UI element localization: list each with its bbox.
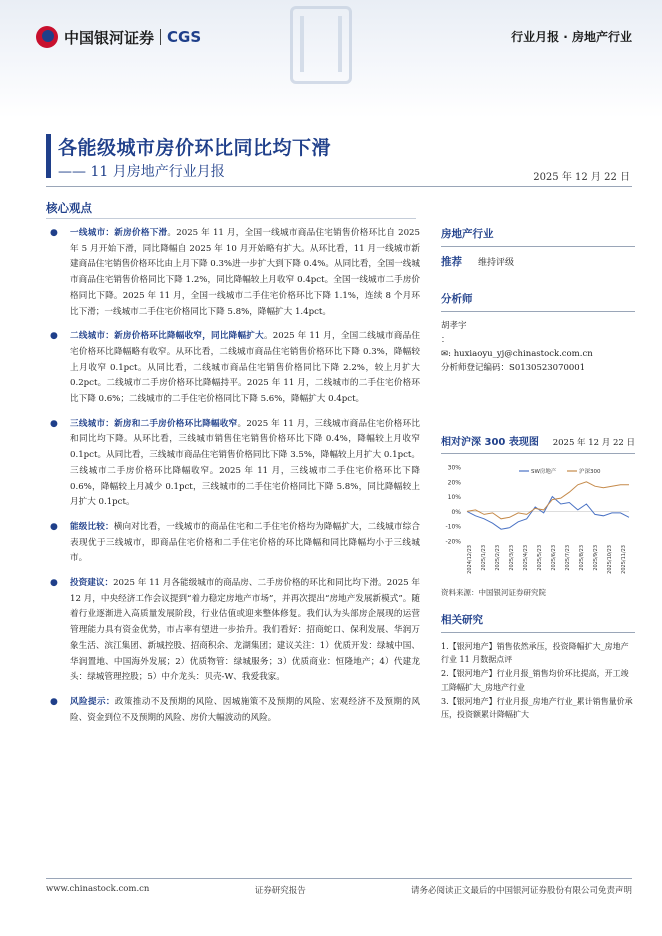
core-points [50,226,420,735]
x-tick-label: 2025/6/23 [551,545,557,571]
sidebar-divider [441,632,635,633]
y-tick-label: 10% [447,494,461,502]
point-comparison [50,520,420,567]
sidebar-divider [441,453,635,454]
point-label: 二线城市：新房价格环比降幅收窄，同比降幅扩大 [70,331,264,342]
related-list [441,640,635,721]
point-label: 投资建议： [70,578,114,589]
brand-logo [36,26,201,48]
point-text: 。2025 年 11 月，全国二线城市商品住宅价格环比降幅略有收窄。从环比看，二线城市商品住宅销售价格环比下降 0.3%，降幅较上月收窄 0.1pct。从同比看，二线城市商品住宅销售价格同比下降 2.2%，较上月扩大 0.2pct。二线城市二手房价格环比降幅持平。2025 年 11 月，二线城市的二手住宅价格环比下降 0.6%；二线城市的二手住宅价格同比下降 5.6%，降幅扩大 0.4pct。 [70,331,420,405]
analyst-name: 胡孝宇 [441,321,467,331]
point-text: 政策推动不及预期的风险、因城施策不及预期的风险、宏观经济不及预期的风险、资金到位不及预期的风险、房价大幅波动的风险。 [70,696,420,723]
related-item[interactable]: 2.【银河地产】行业月报_销售均价环比提高，开工竣工降幅扩大_房地产行业 [441,669,629,692]
related-heading: 相关研究 [441,614,483,626]
page-title: 各能级城市房价环比同比均下滑 [58,137,332,159]
y-tick-label: 20% [447,479,461,487]
chart-date: 2025 年 12 月 22 日 [552,438,635,448]
rating-label: 推荐 [441,256,462,268]
x-tick-label: 2024/12/23 [467,545,473,574]
bullet-icon: ● [50,521,58,532]
rating-value: 维持评级 [478,258,515,268]
related-item[interactable]: 1.【银河地产】销售依然承压，投资降幅扩大_房地产行业 11 月数据点评 [441,642,629,665]
x-tick-label: 2025/2/23 [495,545,501,571]
report-date: 2025 年 12 月 22 日 [533,172,630,183]
title-divider [46,186,632,187]
analyst-license: 分析师登记编码：S0130523070001 [441,363,586,373]
chart-header [441,433,635,448]
bullet-icon: ● [50,228,58,238]
x-tick-label: 2025/10/23 [607,545,613,574]
sidebar-divider [441,311,635,312]
bullet-icon: ● [50,578,58,589]
page-footer [46,884,632,896]
industry-heading: 房地产行业 [441,228,494,240]
point-text: 2025 年 11 月各能级城市的商品房、二手房价格的环比和同比均下滑。2025 年 12 月，中央经济工作会议提到“着力稳定房地产市场”，并再次提出“房地产发展新模式”。随着行业逐渐进入高质量发展阶段，行业估值或迎来整体修复。我们认为头部房企展现的运营管理能力具有资金优势，市占率有望进一步抬升。我们看好：招商蛇口、保利发展、华润万象生活、滨江集团、新城控股、招商积余、龙湖集团；建议关注：1）优质开发：绿城中国、华润置地、中国海外发展；2）优质物管：绿城服务；3）优质商业：恒隆地产；4）代建龙头：绿城管理控股；5）中介龙头：贝壳-W、我爱我家。 [70,578,420,683]
logo-en-text: CGS [167,28,202,46]
x-tick-label: 2025/4/23 [523,545,529,571]
performance-chart [441,461,635,581]
footer-disclaimer: 请务必阅读正文最后的中国银河证券股份有限公司免责声明 [410,886,632,896]
bullet-icon: ● [50,696,58,707]
report-category: 行业月报 · 房地产行业 [511,30,632,44]
x-tick-label: 2025/8/23 [579,545,585,571]
sidebar-divider [441,246,635,247]
sidebar [441,226,635,722]
x-tick-label: 2025/9/23 [593,545,599,571]
y-tick-label: -10% [445,523,461,531]
point-label: 一线城市：新房价格下滑 [70,228,168,238]
logo-cn-text: 中国银河证券 [64,28,155,47]
header-decoration-inner [300,16,342,72]
point-label: 能级比较： [70,521,114,532]
x-tick-label: 2025/7/23 [565,545,571,571]
y-tick-label: 0% [451,508,461,516]
point-tier2 [50,329,420,408]
footer-doc-type: 证券研究报告 [254,886,306,896]
footer-website[interactable]: www.chinastock.com.cn [46,884,150,894]
legend-label: SW房地产 [531,469,557,475]
point-risk [50,695,420,726]
point-text: 。2025 年 11 月，三线城市商品住宅价格环比和同比均下降。从环比看，三线城市销售住宅销售价格环比下降 0.4%，降幅较上月收窄 0.1pct。从同比看，三线城市商品住宅销售价格同比下降 3.5%，降幅较上月扩大 0.1pct。三线城市二手房价格环比降幅收窄。2025 年 11 月，三线城市二手住宅价格环比下降 0.6%，降幅较上月减少 0.1pct，三线城市的二手住宅价格同比下降 5.8%，同比降幅较上月扩大 0.1pct。 [70,418,420,508]
title-accent-bar [46,134,51,178]
x-tick-label: 2025/3/23 [509,545,515,571]
point-text: 。2025 年 11 月，全国一线城市商品住宅销售价格环比自 2025 年 5 月开始下滑，同比降幅自 2025 年 10 月开始略有扩大。从环比看，11 月一线城市新建商品住宅销售价格环比由上月下降 0.3%进一步扩大到下降 0.4%。从同比看，全国一线城市商品住宅销售价格同比下降 1.2%，同比降幅较上月收窄 0.4pct。全国一线城市二手房价格同比下降。2025 年 11 月，全国一线城市二手住宅价格环比下降 1.1%，连续 8 个月环比下滑；一线城市二手住宅价格同比下降 5.8%，降幅扩大 1.4pct。 [70,228,420,317]
point-text: 横向对比看，一线城市的商品住宅和二手住宅价格均为降幅扩大，二线城市综合表现优于三线城市，即商品住宅价格和二手住宅价格的环比降幅和同比降幅均小于三线城市。 [70,521,420,564]
footer-divider [46,878,632,879]
point-investment [50,576,420,686]
point-label: 风险提示： [70,696,115,707]
bullet-icon: ● [50,418,58,429]
analyst-heading: 分析师 [441,293,473,305]
chart-source: 资料来源：中国银河证券研究院 [441,588,546,597]
related-item[interactable]: 3.【银河地产】行业月报_房地产行业_累计销售量价承压，投资额累计降幅扩大 [441,696,633,720]
point-tier1 [50,226,420,320]
y-tick-label: 30% [447,464,461,472]
y-tick-label: -20% [445,538,461,546]
logo-divider [160,29,161,45]
page-subtitle: —— 11 月房地产行业月报 [58,164,225,180]
page-header [0,0,662,118]
point-tier3 [50,417,420,511]
legend-label: 沪深300 [579,469,601,475]
x-tick-label: 2025/5/23 [537,545,543,571]
bullet-icon: ● [50,331,58,342]
core-heading: 核心观点 [46,201,92,215]
rating-row [441,254,635,269]
series-line-hs300 [467,482,629,519]
analyst-email[interactable]: ✉: huxiaoyu_yj@chinastock.com.cn [441,349,593,359]
logo-icon [36,26,58,48]
x-tick-label: 2025/11/23 [621,545,627,574]
analyst-phone: ： [441,335,450,345]
point-label: 三线城市：新房和二手房价格环比降幅收窄 [70,418,238,429]
core-divider [46,218,416,219]
x-tick-label: 2025/1/23 [481,545,487,571]
chart-title: 相对沪深 300 表现图 [441,437,539,448]
